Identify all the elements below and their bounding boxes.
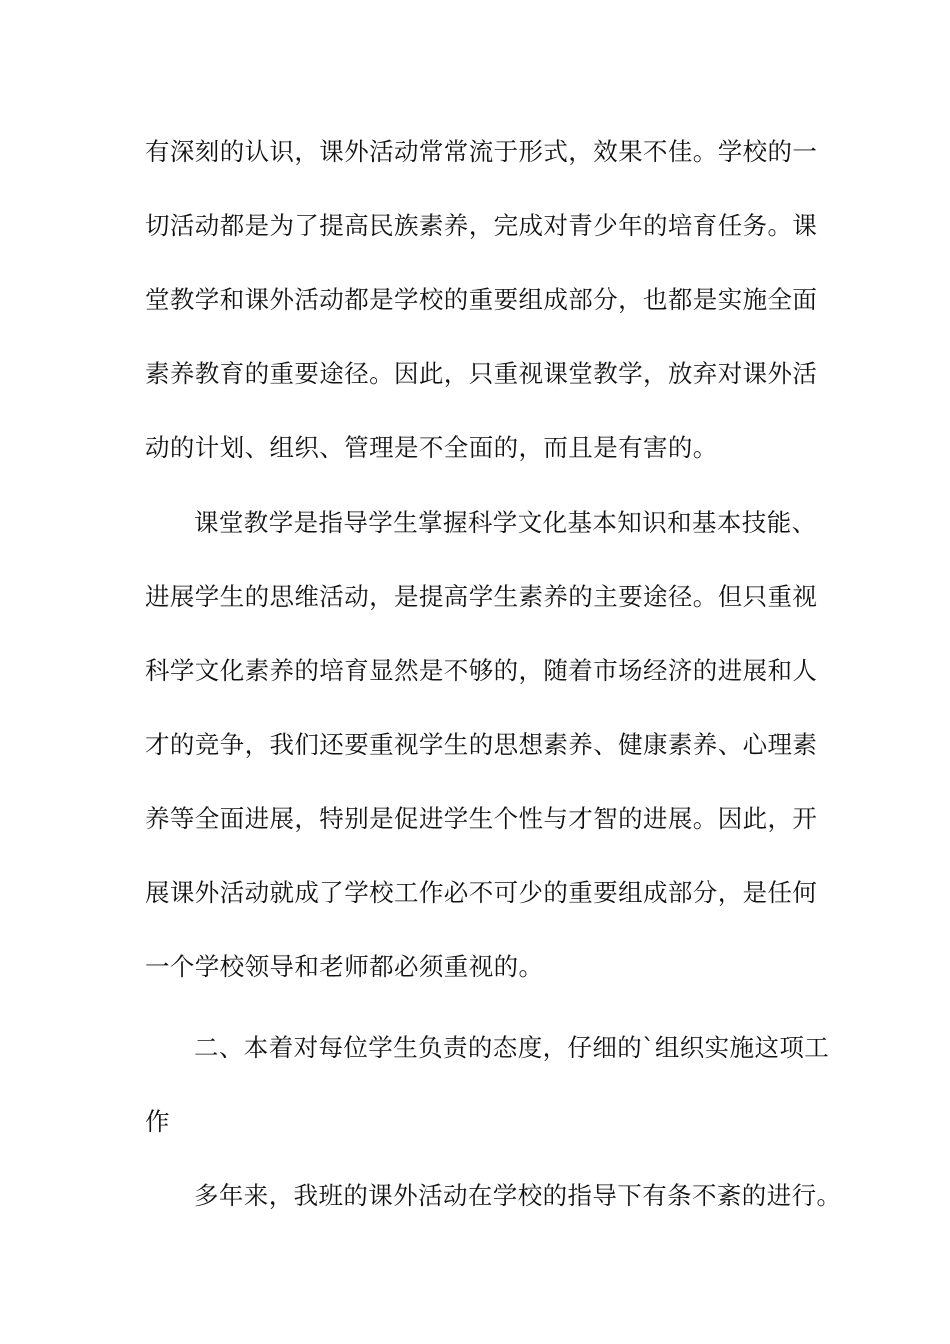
text-line: 有深刻的认识，课外活动常常流于形式，效果不佳。学校的一 bbox=[145, 137, 818, 166]
text-line: 堂教学和课外活动都是学校的重要组成部分，也都是实施全面 bbox=[145, 285, 818, 314]
text-line: 多年来，我班的课外活动在学校的指导下有条不紊的进行。 bbox=[194, 1181, 842, 1210]
text-line: 课堂教学是指导学生掌握科学文化基本知识和基本技能、 bbox=[194, 508, 817, 537]
section-heading-continued: 作 bbox=[145, 1107, 170, 1136]
text-line: 素养教育的重要途径。因此，只重视课堂教学，放弃对课外活 bbox=[145, 359, 818, 388]
text-line: 养等全面进展，特别是促进学生个性与才智的进展。因此，开 bbox=[145, 804, 818, 833]
text-line: 才的竞争，我们还要重视学生的思想素养、健康素养、心理素 bbox=[145, 730, 818, 759]
text-line: 科学文化素养的培育显然是不够的，随着市场经济的进展和人 bbox=[145, 656, 818, 685]
text-line: 一个学校领导和老师都必须重视的。 bbox=[145, 952, 544, 981]
text-line: 展课外活动就成了学校工作必不可少的重要组成部分，是任何 bbox=[145, 878, 818, 907]
text-line: 切活动都是为了提高民族素养，完成对青少年的培育任务。课 bbox=[145, 211, 818, 240]
text-line: 进展学生的思维活动，是提高学生素养的主要途径。但只重视 bbox=[145, 582, 818, 611]
section-heading: 二、本着对每位学生负责的态度，仔细的`组织实施这项工 bbox=[194, 1033, 830, 1062]
text-line: 动的计划、组织、管理是不全面的，而且是有害的。 bbox=[145, 433, 718, 462]
